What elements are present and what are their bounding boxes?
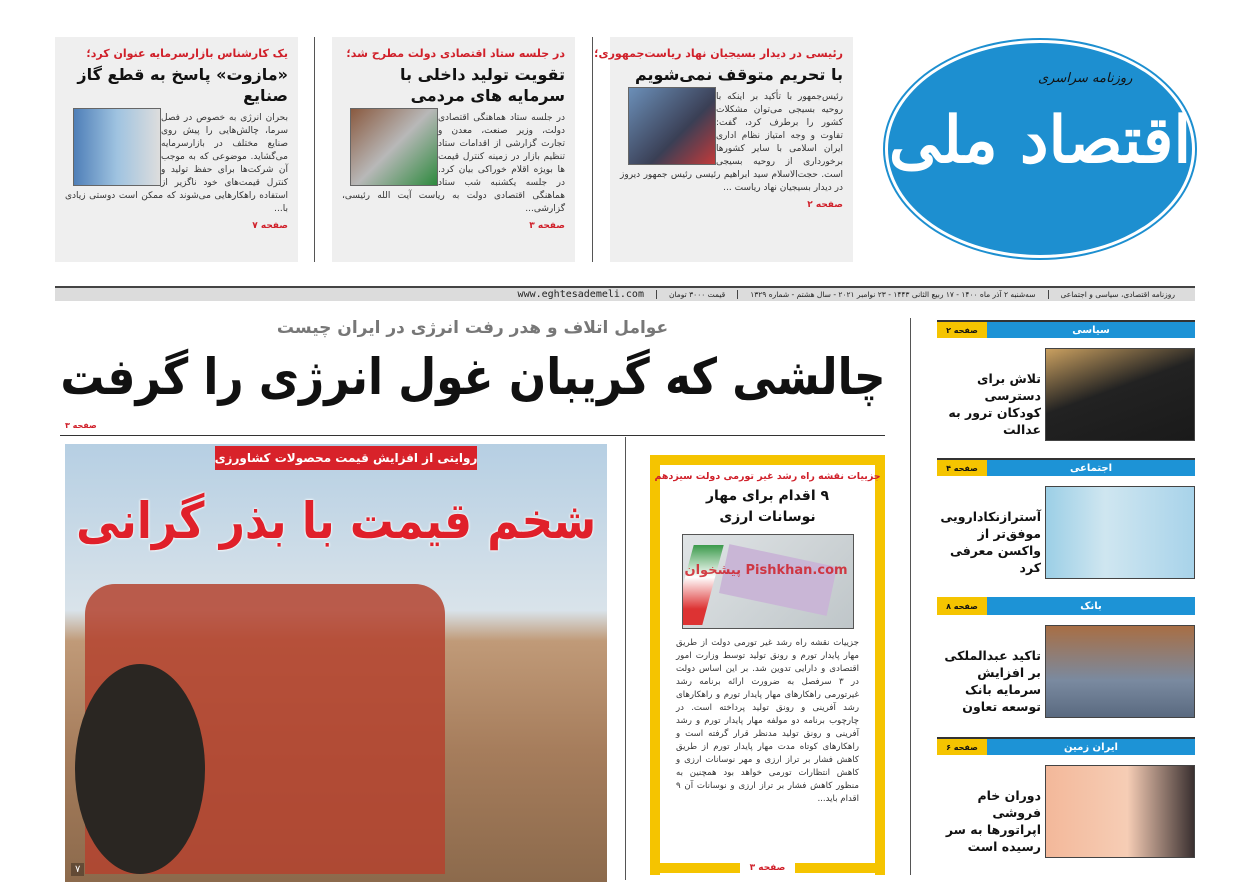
feature-photo: [682, 534, 854, 629]
lead-kicker: عوامل اتلاف و هدر رفت انرژی در ایران چیست: [276, 318, 669, 338]
lead-page-link[interactable]: صفحه ۳: [65, 421, 97, 430]
feature-body: جزییات نقشه راه رشد غیر تورمی دولت از طریق مهار پایدار تورم و رونق تولید توسط وزارت امور اقتصادی و دارایی تدوین شد. بر این اساس دولت در ۳ سرفصل به ضرورت ارائه برنامه رشد غیرتورمی راهکارهای مهار پایدار تورم و راهکارهای رشد آفرینی و رونق تولید پرداخته است. در چارچوب برنامه دو مولفه مهار پایدار تورم و رشد آفرینی و رونق تولید مدنظر قرار گرفته است و راهکارهای کوتاه مدت مهار پایدار تورم از طریق کاهش فشار بر تراز ارزی و مهر نوسانات ارزی و کاهش انتظارات تورمی خواهد بود همچنین به منظور کاهش فشار بر تراز ارزی و نوسانات آن ۹ اقدام باید...: [676, 638, 859, 804]
date-bar: [55, 286, 1195, 301]
tractor-wheel: [75, 664, 205, 874]
section-headline[interactable]: دوران خام فروشی اپراتورها به سر رسیده است: [945, 788, 1041, 854]
section-page[interactable]: صفحه ۸: [937, 597, 987, 615]
section-headline[interactable]: آسترازنکادارویی موفق‌تر از واکسن معرفی کرد: [940, 509, 1041, 575]
issue-date: سه‌شنبه ۲ آذر ماه ۱۴۰۰ - ۱۷ ربیع الثانی ۱۴۴۳ - ۲۳ نوامبر ۲۰۲۱ - سال هشتم - شماره ۱۳۲۹: [737, 290, 1047, 299]
story-page-link[interactable]: صفحه ۲: [807, 200, 843, 210]
hero-photo[interactable]: [65, 444, 607, 882]
story-photo: [350, 108, 438, 186]
feature-box[interactable]: [650, 455, 885, 875]
masthead-name: اقتصاد ملی: [888, 103, 1192, 178]
masthead-tagline: روزنامه سراسری: [1038, 71, 1133, 86]
section-page[interactable]: صفحه ۶: [937, 739, 987, 755]
hero-headline[interactable]: شخم قیمت با بذر گرانی: [75, 492, 597, 550]
story-page-link[interactable]: صفحه ۳: [529, 221, 565, 231]
feature-kicker: جزییات نقشه راه رشد غیر تورمی دولت سیزدهم: [654, 471, 881, 482]
top-story-3[interactable]: [55, 37, 298, 262]
story-photo: [628, 87, 716, 165]
section-headline[interactable]: تاکید عبدالملکی بر افزایش سرمایه بانک توسعه تعاون: [944, 648, 1041, 714]
section-headline[interactable]: تلاش برای دسترسی کودکان ترور به عدالت: [948, 371, 1041, 437]
feature-page-link[interactable]: صفحه ۳: [749, 863, 786, 873]
sidebar-section-iran-zamin[interactable]: [937, 737, 1195, 854]
section-name[interactable]: سیاسی: [987, 322, 1195, 338]
feature-title[interactable]: ۹ اقدام برای مهار نوسانات ارزی: [705, 488, 830, 525]
paper-type: روزنامه اقتصادی، سیاسی و اجتماعی: [1048, 290, 1188, 299]
section-photo: [1045, 486, 1195, 579]
story-title[interactable]: «مازوت» پاسخ به قطع گاز صنایع: [77, 65, 288, 105]
section-page[interactable]: صفحه ۲: [937, 322, 987, 338]
website-link[interactable]: www.eghtesademeli.com: [517, 289, 644, 300]
story-body: در جلسه ستاد هماهنگی اقتصادی دولت، وزیر صنعت، معدن و تجارت گزارشی از اقدامات ستاد تنظیم بازار در زمینه کنترل قیمت ها بویژه اقلام خوراکی بیان کرد. در جلسه یکشنبه شب ستاد هماهنگی اقتصادی دولت به ریاست آیت الله رئیسی، گزارشی...: [342, 113, 565, 214]
top-story-1[interactable]: [594, 37, 853, 262]
sidebar-section-bank[interactable]: [937, 597, 1195, 714]
story-title[interactable]: با تحریم متوقف نمی‌شویم: [634, 65, 843, 84]
sidebar-section-politics[interactable]: [937, 320, 1195, 437]
section-name[interactable]: اجتماعی: [987, 460, 1195, 476]
story-kicker: یک کارشناس بازارسرمایه عنوان کرد؛: [86, 47, 288, 60]
sidebar-section-social[interactable]: [937, 458, 1195, 575]
section-photo: [1045, 348, 1195, 441]
hero-banner: روایتی از افزایش قیمت محصولات کشاورزی: [215, 446, 477, 470]
story-body: رئیس‌جمهور با تأکید بر اینکه با روحیه بسیجی می‌توان مشکلات کشور را برطرف کرد، گفت: تفاوت و وجه امتیاز نظام اداری ایران اسلامی با سایر کشورها برخورداری از روحیه بسیجی است. حجت‌الاسلام سید ابراهیم رئیسی رئیس جمهور دیروز در دیدار بسیجیان نهاد ریاست ...: [620, 92, 843, 193]
section-name[interactable]: بانک: [987, 597, 1195, 615]
top-story-2[interactable]: [332, 37, 575, 262]
story-title[interactable]: تقویت تولید داخلی با سرمایه های مردمی: [400, 65, 565, 105]
masthead-logo: [885, 40, 1195, 258]
story-kicker: در جلسه ستاد اقتصادی دولت مطرح شد؛: [346, 47, 565, 60]
lead-headline[interactable]: چالشی که گریبان غول انرژی را گرفت: [59, 348, 886, 406]
section-photo: [1045, 765, 1195, 858]
watermark: پیشخوان Pishkhan.com: [684, 563, 848, 578]
story-body: بحران انرژی به خصوص در فصل سرما، چالش‌هایی را پیش روی صنایع مختلف در بازارسرمایه می‌گشاید. موضوعی که به موجب آن شرکت‌ها برای حفظ تولید و کنترل قیمت‌های خود ناگزیر از استفاده راهکارهایی می‌شوند که ممکن است دوستی زیادی با...: [65, 113, 288, 214]
section-photo: [1045, 625, 1195, 718]
story-photo: [73, 108, 161, 186]
story-kicker: رئیسی در دیدار بسیجیان نهاد ریاست‌جمهوری؛: [594, 47, 843, 60]
price: قیمت ۳۰۰۰ تومان: [656, 290, 737, 299]
hero-page[interactable]: ۷: [71, 863, 84, 876]
section-name[interactable]: ایران زمین: [987, 739, 1195, 755]
story-page-link[interactable]: صفحه ۷: [252, 221, 288, 231]
section-page[interactable]: صفحه ۴: [937, 460, 987, 476]
